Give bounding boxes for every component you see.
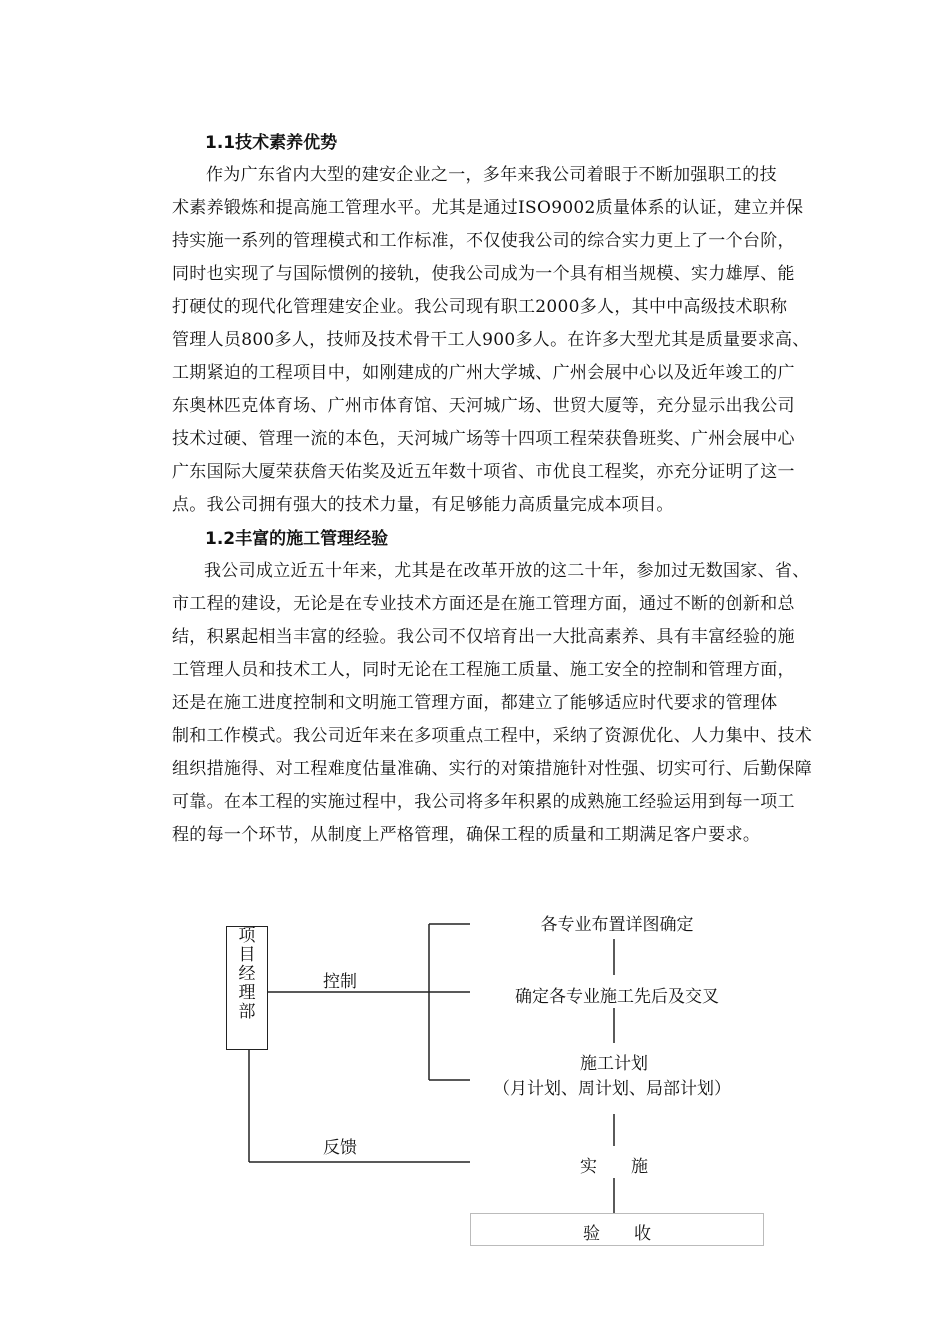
section-1-line: 同时也实现了与国际惯例的接轨，使我公司成为一个具有相当规模、实力雄厚、能 bbox=[172, 264, 795, 284]
step-construction-plan: 施工计划 bbox=[580, 1054, 648, 1074]
section-2-line: 制和工作模式。我公司近年来在多项重点工程中，采纳了资源优化、人力集中、技术 bbox=[172, 726, 813, 746]
section-2-line: 我公司成立近五十年来，尤其是在改革开放的这二十年，参加过无数国家、省、 bbox=[204, 561, 810, 581]
step-layout-details: 各专业布置详图确定 bbox=[540, 915, 694, 935]
control-label: 控制 bbox=[323, 972, 357, 992]
section-1-line: 管理人员800多人，技师及技术骨干工人900多人。在许多大型尤其是质量要求高、 bbox=[172, 330, 810, 350]
section-2-line: 程的每一个环节，从制度上严格管理，确保工程的质量和工期满足客户要求。 bbox=[172, 825, 761, 845]
section-1-line: 作为广东省内大型的建安企业之一，多年来我公司着眼于不断加强职工的技 bbox=[206, 165, 777, 185]
section-1-line: 东奥林匹克体育场、广州市体育馆、天河城广场、世贸大厦等，充分显示出我公司 bbox=[172, 396, 795, 416]
section-2-line: 组织措施得、对工程难度估量准确、实行的对策措施针对性强、切实可行、后勤保障 bbox=[172, 759, 813, 779]
section-1-line: 打硬仗的现代化管理建安企业。我公司现有职工2000多人，其中中高级技术职称 bbox=[172, 297, 788, 317]
section-2-line: 市工程的建设，无论是在专业技术方面还是在施工管理方面，通过不断的创新和总 bbox=[172, 594, 795, 614]
section-1-line: 技术过硬、管理一流的本色，天河城广场等十四项工程荣获鲁班奖、广州会展中心 bbox=[172, 429, 795, 449]
section-1-line: 工期紧迫的工程项目中，如刚建成的广州大学城、广州会展中心以及近年竣工的广 bbox=[172, 363, 795, 383]
step-construction-plan-detail: （月计划、周计划、局部计划） bbox=[493, 1079, 731, 1099]
section-2-heading: 1.2丰富的施工管理经验 bbox=[205, 529, 389, 549]
section-2-line: 结，积累起相当丰富的经验。我公司不仅培育出一大批高素养、具有丰富经验的施 bbox=[172, 627, 795, 647]
section-1-line: 广东国际大厦荣获詹天佑奖及近五年数十项省、市优良工程奖，亦充分证明了这一 bbox=[172, 462, 795, 482]
section-2-line: 工管理人员和技术工人，同时无论在工程施工质量、施工安全的控制和管理方面， bbox=[172, 660, 795, 680]
step-construction-sequence: 确定各专业施工先后及交叉 bbox=[515, 987, 719, 1007]
pm-char: 经 bbox=[238, 964, 256, 984]
pm-char: 部 bbox=[238, 1002, 256, 1022]
section-1-line: 点。我公司拥有强大的技术力量，有足够能力高质量完成本项目。 bbox=[172, 495, 674, 515]
section-1-heading: 1.1技术素养优势 bbox=[205, 133, 338, 153]
pm-char: 理 bbox=[238, 983, 256, 1003]
section-2-line: 可靠。在本工程的实施过程中，我公司将多年积累的成熟施工经验运用到每一项工 bbox=[172, 792, 795, 812]
section-2-line: 还是在施工进度控制和文明施工管理方面，都建立了能够适应时代要求的管理体 bbox=[172, 693, 778, 713]
section-1-line: 术素养锻炼和提高施工管理水平。尤其是通过ISO9002质量体系的认证，建立并保 bbox=[172, 198, 804, 218]
pm-char: 目 bbox=[238, 945, 256, 965]
section-1-line: 持实施一系列的管理模式和工作标准，不仅使我公司的综合实力更上了一个台阶， bbox=[172, 231, 795, 251]
project-manager-label bbox=[230, 927, 264, 1022]
pm-char: 项 bbox=[238, 926, 256, 946]
feedback-label: 反馈 bbox=[323, 1138, 357, 1158]
step-implementation: 实 施 bbox=[580, 1157, 648, 1177]
step-acceptance: 验 收 bbox=[583, 1224, 651, 1244]
